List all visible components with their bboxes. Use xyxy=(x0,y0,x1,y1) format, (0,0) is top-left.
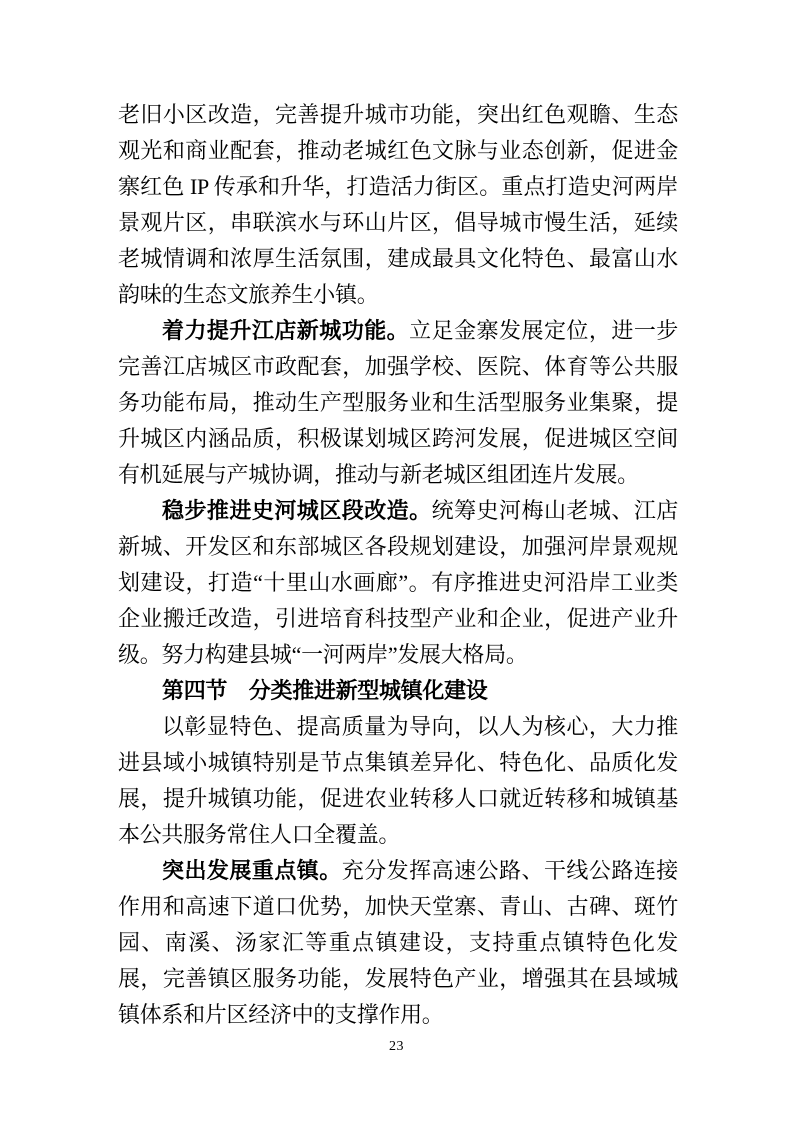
paragraph-text: 统筹史河梅山老城、江店新城、开发区和东部城区各段规划建设，加强河岸景观规划建设，打造“十里山水画廊”。有序推进史河沿岸工业类企业搬迁改造，引进培育科技型产业和企业，促进产业升级。努力构建县城“一河两岸”发展大格局。 xyxy=(118,498,679,667)
paragraph-shihe-urban-section xyxy=(118,493,678,673)
paragraph-lead-bold: 着力提升江店新城功能。 xyxy=(162,318,410,343)
page-content xyxy=(118,97,678,1033)
paragraph-text: 充分发挥高速公路、干线公路连接作用和高速下道口优势，加快天堂寨、青山、古碑、斑竹园、南溪、汤家汇等重点镇建设，支持重点镇特色化发展，完善镇区服务功能，发展特色产业，增强其在县域城镇体系和片区经济中的支撑作用。 xyxy=(118,858,678,1027)
paragraph-text: 立足金寨发展定位，进一步完善江店城区市政配套，加强学校、医院、体育等公共服务功能布局，推动生产型服务业和生活型服务业集聚，提升城区内涵品质，积极谋划城区跨河发展，促进城区空间有机延展与产城协调，推动与新老城区组团连片发展。 xyxy=(118,318,679,487)
paragraph-key-towns xyxy=(118,853,678,1033)
paragraph-urbanization-orientation xyxy=(118,709,678,853)
paragraph-text: 以彰显特色、提高质量为导向，以人为核心，大力推进县域小城镇特别是节点集镇差异化、特色化、品质化发展，提升城镇功能，促进农业转移人口就近转移和城镇基本公共服务常住人口全覆盖。 xyxy=(118,714,678,847)
page-footer xyxy=(0,1037,793,1055)
page-number: 23 xyxy=(389,1039,404,1054)
section-heading-text: 第四节 分类推进新型城镇化建设 xyxy=(162,678,488,703)
paragraph-old-town-renewal xyxy=(118,97,678,313)
paragraph-lead-bold: 稳步推进史河城区段改造。 xyxy=(162,498,432,523)
paragraph-text: 老旧小区改造，完善提升城市功能，突出红色观瞻、生态观光和商业配套，推动老城红色文脉与业态创新，促进金寨红色 IP 传承和升华，打造活力街区。重点打造史河两岸景观片区，串联滨水与环山片区，倡导城市慢生活，延续老城情调和浓厚生活氛围，建成最具文化特色、最富山水韵味的生态文旅养生小镇。 xyxy=(118,102,678,307)
paragraph-lead-bold: 突出发展重点镇。 xyxy=(162,858,342,883)
section-heading xyxy=(118,673,678,709)
paragraph-jiangdian-new-town xyxy=(118,313,678,493)
